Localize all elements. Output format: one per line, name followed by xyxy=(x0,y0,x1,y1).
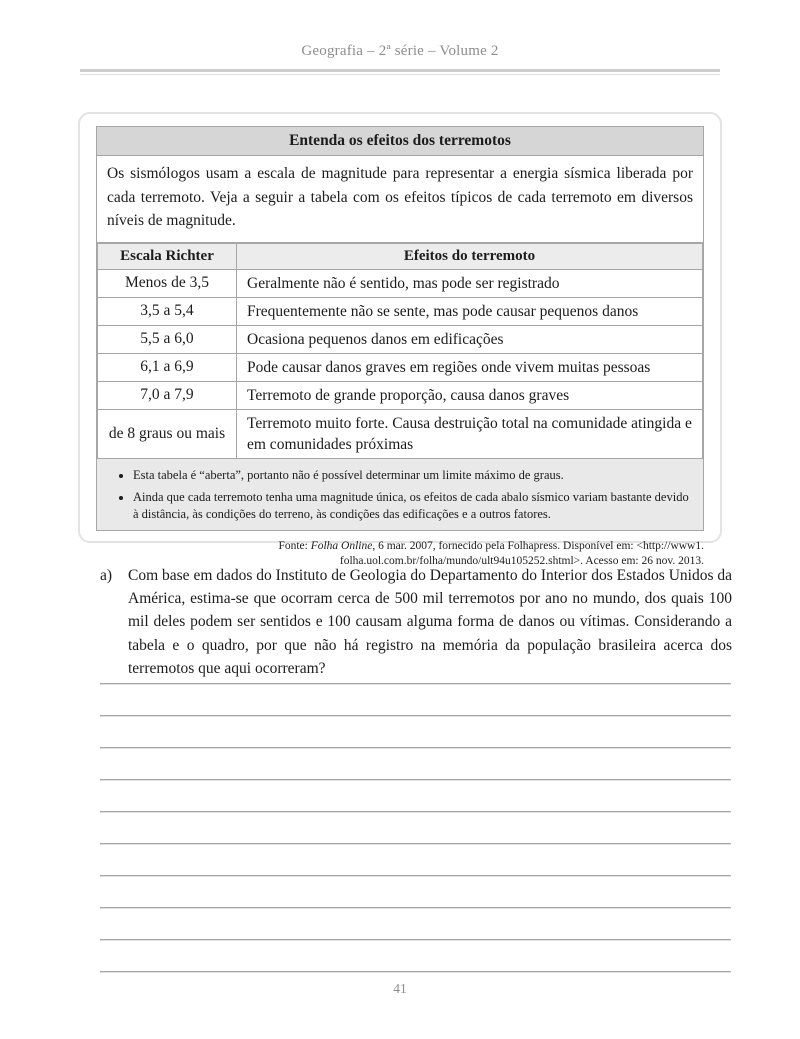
answer-line xyxy=(100,811,731,813)
source-line-1-rest: , 6 mar. 2007, fornecido pela Folhapress. Disponível em: <http://www1. xyxy=(372,539,704,552)
answer-line xyxy=(100,907,731,909)
infobox-intro-paragraph: Os sismólogos usam a escala de magnitude para representar a energia sísmica liberada por cada terremoto. Veja a seguir a tabela com os efeitos típicos de cada terremoto em diversos níveis de magnitude. xyxy=(97,156,703,243)
richter-scale-cell: 5,5 a 6,0 xyxy=(98,325,237,353)
infobox-title: Entenda os efeitos dos terremotos xyxy=(97,127,703,156)
table-row xyxy=(98,269,703,297)
effect-cell: Frequentemente não se sente, mas pode causar pequenos danos xyxy=(237,297,703,325)
richter-scale-cell: de 8 graus ou mais xyxy=(98,409,237,458)
effect-cell: Ocasiona pequenos danos em edificações xyxy=(237,325,703,353)
table-row xyxy=(98,297,703,325)
source-line-1 xyxy=(96,539,704,554)
answer-line xyxy=(100,715,731,717)
table-row xyxy=(98,325,703,353)
running-head: Geografia – 2ª série – Volume 2 xyxy=(301,43,499,59)
richter-scale-cell: 7,0 a 7,9 xyxy=(98,381,237,409)
richter-scale-cell: Menos de 3,5 xyxy=(98,269,237,297)
table-header-row xyxy=(98,243,703,269)
table-row xyxy=(98,381,703,409)
question-a xyxy=(100,564,732,680)
answer-line xyxy=(100,971,731,973)
table-notes xyxy=(97,459,703,530)
header-divider-thick-line xyxy=(80,69,720,72)
column-header-richter-scale: Escala Richter xyxy=(98,243,237,269)
page-number: 41 xyxy=(393,981,407,996)
effect-cell: Geralmente não é sentido, mas pode ser registrado xyxy=(237,269,703,297)
question-text: Com base em dados do Instituto de Geologia do Departamento do Interior dos Estados Unidos da América, estima-se que ocorram cerca de 500 mil terremotos por ano no mundo, dos quais 100 mil deles podem ser sentidos e 100 causam alguma forma de danos ou vítimas. Considerando a tabela e o quadro, por que não há registro na memória da população brasileira acerca dos terremotos que aqui ocorreram? xyxy=(128,567,732,677)
infobox-inner-frame xyxy=(96,126,704,531)
effect-cell: Terremoto muito forte. Causa destruição total na comunidade atingida e em comunidades próximas xyxy=(237,409,703,458)
table-row xyxy=(98,409,703,458)
source-line-2: folha.uol.com.br/folha/mundo/ult94u105252.shtml>. Acesso em: 26 nov. 2013. xyxy=(339,554,704,567)
effect-cell: Pode causar danos graves em regiões onde vivem muitas pessoas xyxy=(237,353,703,381)
answer-line xyxy=(100,843,731,845)
notes-list xyxy=(107,467,689,523)
answer-line xyxy=(100,779,731,781)
answer-line xyxy=(100,747,731,749)
earthquake-infobox xyxy=(78,112,722,567)
note-item: • Esta tabela é “aberta”, portanto não é possível determinar um limite máximo de graus. xyxy=(133,467,689,484)
richter-scale-cell: 3,5 a 5,4 xyxy=(98,297,237,325)
answer-line xyxy=(100,939,731,941)
answer-lines-area xyxy=(100,683,731,1003)
richter-scale-table xyxy=(97,243,703,459)
header-divider xyxy=(80,69,720,75)
header-divider-thin-line xyxy=(80,74,720,75)
table-row xyxy=(98,353,703,381)
source-prefix: Fonte: xyxy=(278,539,311,552)
table-body xyxy=(98,269,703,458)
answer-line xyxy=(100,683,731,685)
note-item: • Ainda que cada terremoto tenha uma magnitude única, os efeitos de cada abalo sísmico variam bastante devido à distância, às condições do terreno, às condições das edificações e a outros fatores. xyxy=(133,489,689,523)
question-label: a) xyxy=(100,567,113,584)
column-header-effects: Efeitos do terremoto xyxy=(237,243,703,269)
richter-scale-cell: 6,1 a 6,9 xyxy=(98,353,237,381)
effect-cell: Terremoto de grande proporção, causa danos graves xyxy=(237,381,703,409)
source-work-title: Folha Online xyxy=(310,539,373,552)
answer-line xyxy=(100,875,731,877)
